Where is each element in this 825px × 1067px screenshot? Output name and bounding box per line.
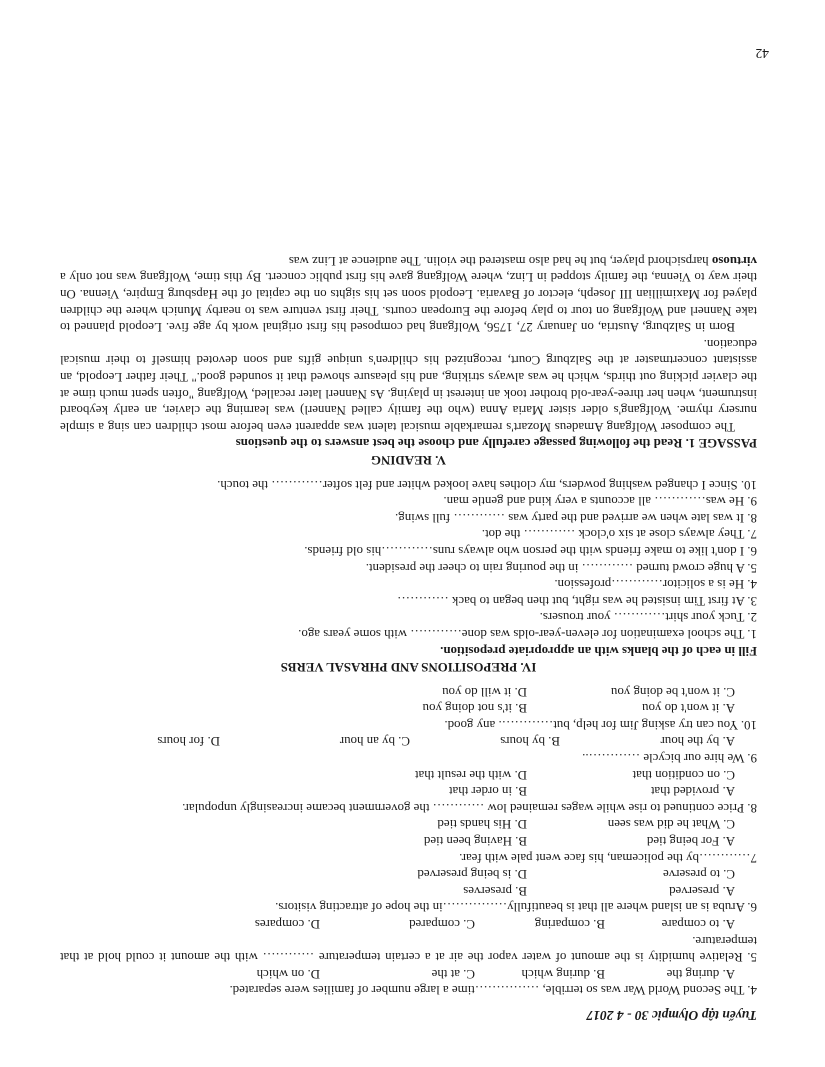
page-content bbox=[60, 252, 757, 1023]
passage-paragraph-2 bbox=[60, 252, 757, 335]
option-c: C. at the bbox=[431, 966, 475, 981]
option-c: C. by an hour bbox=[339, 734, 410, 749]
option-d: D. His hands tied bbox=[437, 817, 527, 832]
option-c: C. on condition that bbox=[632, 767, 735, 782]
blank-item: 5. A huge crowd turned ………… in the pouring rain to cheer the president. bbox=[365, 560, 757, 575]
answer-options bbox=[60, 766, 757, 799]
answer-options bbox=[60, 965, 757, 982]
option-b: B. it's not doing you bbox=[422, 701, 527, 716]
section-5-instruction: PASSAGE 1. Read the following passage carefully and choose the best answers to the questions bbox=[235, 436, 757, 451]
answer-options bbox=[60, 816, 757, 849]
option-b: B. by hours bbox=[500, 734, 560, 749]
passage-text: harpsichord player, but he had also mastered the violin. The audience at Linz was bbox=[288, 253, 709, 268]
option-a: A. provided that bbox=[650, 784, 735, 799]
blank-item: 1. The school examination for eleven-year-olds was done………… with some years ago. bbox=[298, 626, 757, 641]
question-8 bbox=[60, 766, 757, 816]
question-10 bbox=[60, 683, 757, 733]
option-a: A. to compare bbox=[661, 917, 735, 932]
option-c: C. it won't be doing you bbox=[610, 684, 735, 699]
option-b: B. in order that bbox=[448, 784, 527, 799]
option-a: A. by the hour bbox=[660, 734, 735, 749]
question-stem: 7…………by the policeman, his face went pale with fear. bbox=[459, 850, 757, 865]
option-a: A. preserved bbox=[669, 883, 735, 898]
page-number: 42 bbox=[755, 46, 769, 61]
answer-options bbox=[60, 915, 757, 932]
option-d: D. for hours bbox=[157, 734, 220, 749]
option-b: B. during which bbox=[521, 966, 605, 981]
blank-item: 10. Since I changed washing powders, my clothes have looked whiter and felt softer………… the touch. bbox=[217, 477, 757, 492]
answer-options bbox=[60, 733, 757, 750]
blank-item: 7. They always close at six o'clock ………… the dot. bbox=[481, 527, 757, 542]
question-4 bbox=[60, 965, 757, 998]
page-header: Tuyển tập Olympic 30 - 4 2017 bbox=[586, 1008, 757, 1023]
option-a: A. during the bbox=[666, 966, 735, 981]
option-d: D. on which bbox=[256, 966, 320, 981]
answer-options bbox=[60, 866, 757, 899]
option-b: B. comparing bbox=[534, 917, 605, 932]
blank-item: 9. He was………… all accounts a very kind and gentle man. bbox=[443, 494, 757, 509]
question-7 bbox=[60, 816, 757, 866]
question-stem: 6. Aruba is an island where all that is beautifully……………in the hope of attracting visitors. bbox=[275, 900, 757, 915]
option-d: D. with the result that bbox=[414, 767, 527, 782]
option-c: C. compared bbox=[409, 917, 475, 932]
option-a: A. it won't do you bbox=[642, 701, 735, 716]
question-stem: 9. We hire our bicycle ………….. bbox=[582, 751, 757, 766]
blank-item: 3. At first Tim insisted he was right, but then began to back ………… bbox=[397, 593, 757, 608]
answer-options bbox=[60, 683, 757, 716]
option-d: D. compares bbox=[254, 917, 320, 932]
question-stem: 8. Price continued to rise while wages remained low ………… the government became increasingly unpopular. bbox=[182, 800, 757, 815]
option-d: D. is being preserved bbox=[417, 867, 527, 882]
question-5 bbox=[60, 915, 757, 965]
section-4-title: IV. PREPOSITIONS AND PHRASAL VERBS bbox=[280, 660, 537, 675]
option-c: C. What he did was seen bbox=[607, 817, 735, 832]
section-5-title: V. READING bbox=[371, 453, 446, 467]
blank-item: 2. Tuck your shirt………… your trousers. bbox=[539, 610, 757, 625]
option-c: C. to preserve bbox=[663, 867, 735, 882]
question-9 bbox=[60, 733, 757, 766]
question-stem: 5. Relative humidity is the amount of water vapor the air at a certain temperature ………… with the amount it could hold at that temperature. bbox=[60, 933, 757, 965]
blank-item: 4. He is a solicitor…………profession. bbox=[554, 577, 757, 592]
option-d: D. it will do you bbox=[442, 684, 527, 699]
passage-text: Born in Salzburg, Austria, on January 27, 1756, Wolfgang had composed his first original work by age five. Leopold planned to take Nannerl and Wolfgang on tour to play before the European courts. Their first venture was to nearby Munich where the children played for Maximillian III Joseph, elector of Bavaria. Leopold soon set his sights on the capital of the Hapsburg Empire, Vienna. On their way to Vienna, the family stopped in Linz, where Wolfgang gave his first public concert. By this time, Wolfgang was not only a bbox=[60, 270, 757, 335]
question-stem: 4. The Second World War was so terrible, ……………time a large number of families were separated. bbox=[229, 983, 757, 998]
section-4-items bbox=[60, 476, 757, 642]
blank-item: 6. I don't like to make friends with the person who always runs…………his old friends. bbox=[304, 543, 757, 558]
question-stem: 10. You can try asking Jim for help, but…………. any good. bbox=[444, 717, 757, 732]
option-b: B. preserves bbox=[463, 883, 527, 898]
option-a: A. For being tied bbox=[646, 834, 735, 849]
option-b: B. Having been tied bbox=[423, 834, 527, 849]
blank-item: 8. It was late when we arrived and the party was ………… full swing. bbox=[395, 510, 757, 525]
passage-paragraph-1: The composer Wolfgang Amadeus Mozart's remarkable musical talent was apparent even before most children can sing a simple nursery rhyme. Wolfgang's older sister Maria Anna (who the family called Nannerl) was learning the clavier, an early keyboard instrument, when her three-year-old brother took an interest in playing. As Nannerl later recalled, Wolfgang "often spent much time at the clavier picking out thirds, which he was always striking, and his pleasure showed that it sounded good." Their father Leopold, an assistant concertmaster at the Salzburg Court, recognized his children's unique gifts and soon devoted himself to their musical education. bbox=[60, 336, 757, 434]
section-4-instruction: Fill in each of the blanks with an appropriate preposition. bbox=[440, 643, 757, 658]
passage-bold-word: virtuoso bbox=[711, 253, 757, 268]
question-6 bbox=[60, 866, 757, 916]
